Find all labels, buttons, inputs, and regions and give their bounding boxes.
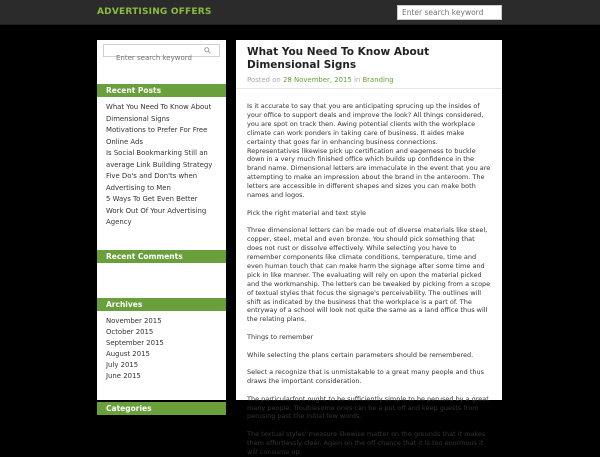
post-paragraph: Is it accurate to say that you are anticipating sprucing up the insides of your office to support deals and improve the look? All things considered, you are spot on track then. Awing potential clients with the workplace climate can work ponders in taking care of business. It aides make certainty that goes far in enhancing business connections. Representatives likewise pick up certification and eagerness to buckle down in a very much finished office which builds up confidence in the brand name. Dimensional letters are immaculate in the event that you are attempting to make an impression about the brand in the anteroom. The letters are accessible in different shapes and sizes you can make both names and logos. (247, 102, 491, 200)
recent-comments-heading: Recent Comments (97, 250, 226, 263)
archive-link[interactable]: July 2015 (106, 360, 139, 369)
meta-in: in (353, 76, 361, 84)
post-category-link[interactable]: Branding (362, 76, 394, 84)
post-paragraph: The textual styles' measure likewise matter on the grounds that it makes them effortlessly clear. Again on the off chance that it is too enormous it will consume up (247, 430, 486, 456)
divider (236, 88, 502, 89)
post-body (247, 102, 491, 457)
archives-heading: Archives (97, 298, 226, 311)
archives-list (97, 311, 226, 382)
post-paragraph: The particularfont ought to be sufficiently simple to be perused by a great many people. Troublesome ones can be a put off and keep guests from perusing past the initial few words. (247, 394, 489, 421)
header-search-input[interactable] (397, 5, 502, 20)
post-paragraph: Things to remember (247, 332, 314, 341)
search-icon[interactable] (204, 47, 211, 54)
post-date-link[interactable]: 28 November, 2015 (283, 76, 352, 84)
post-article (236, 40, 502, 456)
post-paragraph: Pick the right material and text style (247, 208, 367, 217)
recent-post-link[interactable]: 5 Ways To Get Even Better Work Out Of Your Advertising Agency (106, 195, 207, 226)
meta-prefix: Posted on (247, 76, 281, 84)
post-paragraph: Three dimensional letters can be made out of diverse materials like steel, copper, steel, metal and even bronze. You should pick something that does not rust or dissolve effectively. While selecting you have to remember components like climate conditions, temperature, time and even human touch that can make harm the signage after some time and pick in like manner. The evaluating will rely on upon the material picked and the workmanship. The letters can be tweaked by picking from a scope of textual styles that focus the signage's perceivability. The outlines will shift as indicated by the business that the workplace is a part of. The entryway of a school will look not quite the same as a land office thus will the relating plans. (247, 226, 491, 324)
top-bar (0, 0, 600, 25)
archive-link[interactable]: November 2015 (106, 316, 162, 325)
sidebar-search-input[interactable] (104, 53, 219, 64)
archive-link[interactable]: June 2015 (106, 371, 141, 380)
archive-link[interactable]: August 2015 (106, 349, 150, 358)
recent-post-link[interactable]: What You Need To Know About Dimensional Signs (106, 103, 212, 123)
recent-posts-list (97, 97, 226, 229)
post-meta (247, 76, 491, 84)
post-title[interactable]: What You Need To Know About Dimensional Signs (247, 46, 430, 71)
archive-link[interactable]: September 2015 (106, 338, 164, 347)
recent-post-link[interactable]: Five Do's and Don'ts when Advertising to Men (106, 172, 198, 192)
post-paragraph: While selecting the plans certain parameters should be remembered. (247, 350, 474, 359)
recent-post-link[interactable]: Is Social Bookmarking Still an average Link Building Strategy (106, 149, 213, 169)
post-paragraph: Select a recognize that is unmistakable to a great many people and thus draws the important consideration. (247, 368, 485, 385)
archive-link[interactable]: October 2015 (106, 327, 154, 336)
recent-posts-heading: Recent Posts (97, 84, 226, 97)
sidebar-search (103, 44, 220, 57)
recent-post-link[interactable]: Motivations to Prefer For Free Online Ads (106, 126, 208, 146)
sidebar (97, 40, 226, 413)
categories-heading: Categories (97, 402, 226, 415)
site-title[interactable]: ADVERTISING OFFERS (97, 7, 212, 17)
